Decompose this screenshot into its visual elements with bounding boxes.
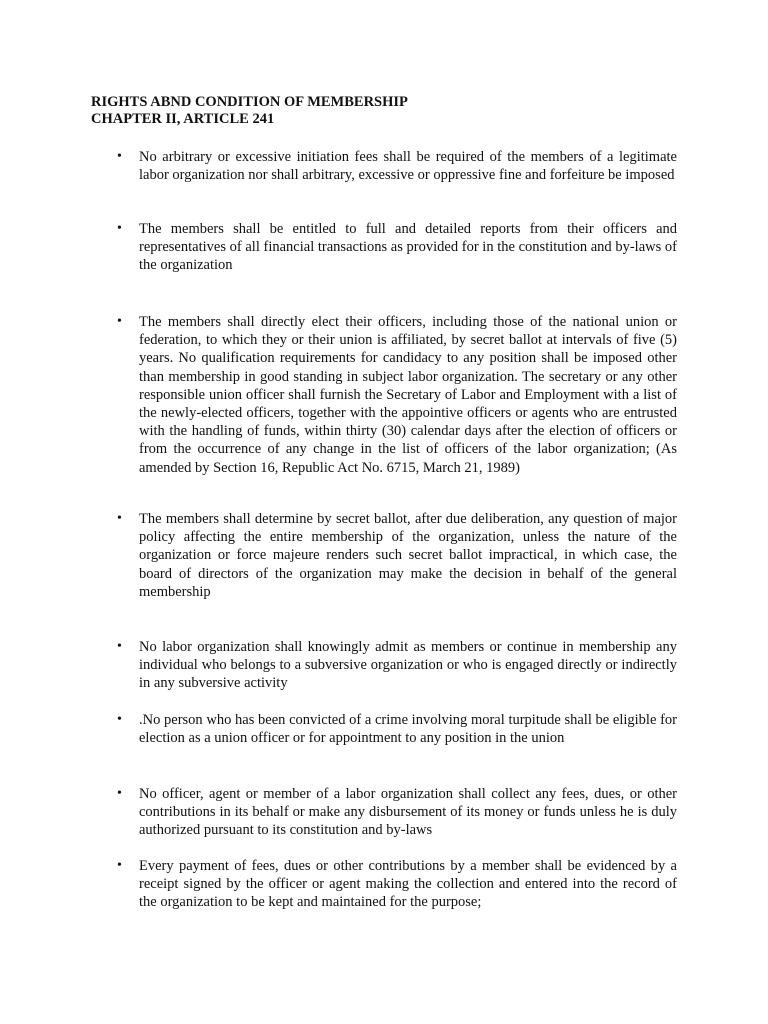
list-item-text: No officer, agent or member of a labor organization shall collect any fees, dues, or other contributions in its behalf or make any disbursement of its money or funds unless he is duly authorized pursuant to its constitution and by-laws	[139, 786, 677, 839]
bullet-icon: •	[117, 314, 122, 329]
bullet-icon: •	[117, 712, 122, 727]
bullet-icon: •	[117, 639, 122, 654]
list-item-text: Every payment of fees, dues or other contributions by a member shall be evidenced by a receipt signed by the officer or agent making the collection and entered into the record of the organization to be kept and maintained for the purpose;	[139, 858, 677, 911]
list-item-text: The members shall directly elect their officers, including those of the national union or federation, to which they or their union is affiliated, by secret ballot at intervals of five (5) years. No qualification requirements for candidacy to any position shall be imposed other than membership in good standing in subject labor organization. The secretary or any other responsible union officer shall furnish the Secretary of Labor and Employment with a list of the newly-elected officers, together with the appointive officers or agents who are entrusted with the handling of funds, within thirty (30) calendar days after the election of officers or from the occurrence of any change in the list of officers of the labor organization; (As amended by Section 16, Republic Act No. 6715, March 21, 1989)	[139, 314, 677, 476]
list-item-text: No labor organization shall knowingly admit as members or continue in membership any individual who belongs to a subversive organization or who is engaged directly or indirectly in any subversive activity	[139, 639, 677, 692]
document-title: RIGHTS ABND CONDITION OF MEMBERSHIP	[91, 94, 408, 110]
bullet-icon: •	[117, 511, 122, 526]
bullet-icon: •	[117, 858, 122, 873]
bullet-icon: •	[117, 221, 122, 236]
bullet-icon: •	[117, 786, 122, 801]
list-item-text: No arbitrary or excessive initiation fees shall be required of the members of a legitimate labor organization nor shall arbitrary, excessive or oppressive fine and forfeiture be imposed	[139, 149, 677, 184]
list-item-text: The members shall determine by secret ballot, after due deliberation, any question of major policy affecting the entire membership of the organization, unless the nature of the organization or force majeure renders such secret ballot impractical, in which case, the board of directors of the organization may make the decision in behalf of the general membership	[139, 511, 677, 600]
document-heading	[91, 94, 408, 128]
list-item-text: .No person who has been convicted of a crime involving moral turpitude shall be eligible for election as a union officer or for appointment to any position in the union	[139, 712, 677, 747]
list-item-text: The members shall be entitled to full and detailed reports from their officers and representatives of all financial transactions as provided for in the constitution and by-laws of the organization	[139, 221, 677, 274]
bullet-icon: •	[117, 149, 122, 164]
document-subtitle: CHAPTER II, ARTICLE 241	[91, 111, 275, 127]
